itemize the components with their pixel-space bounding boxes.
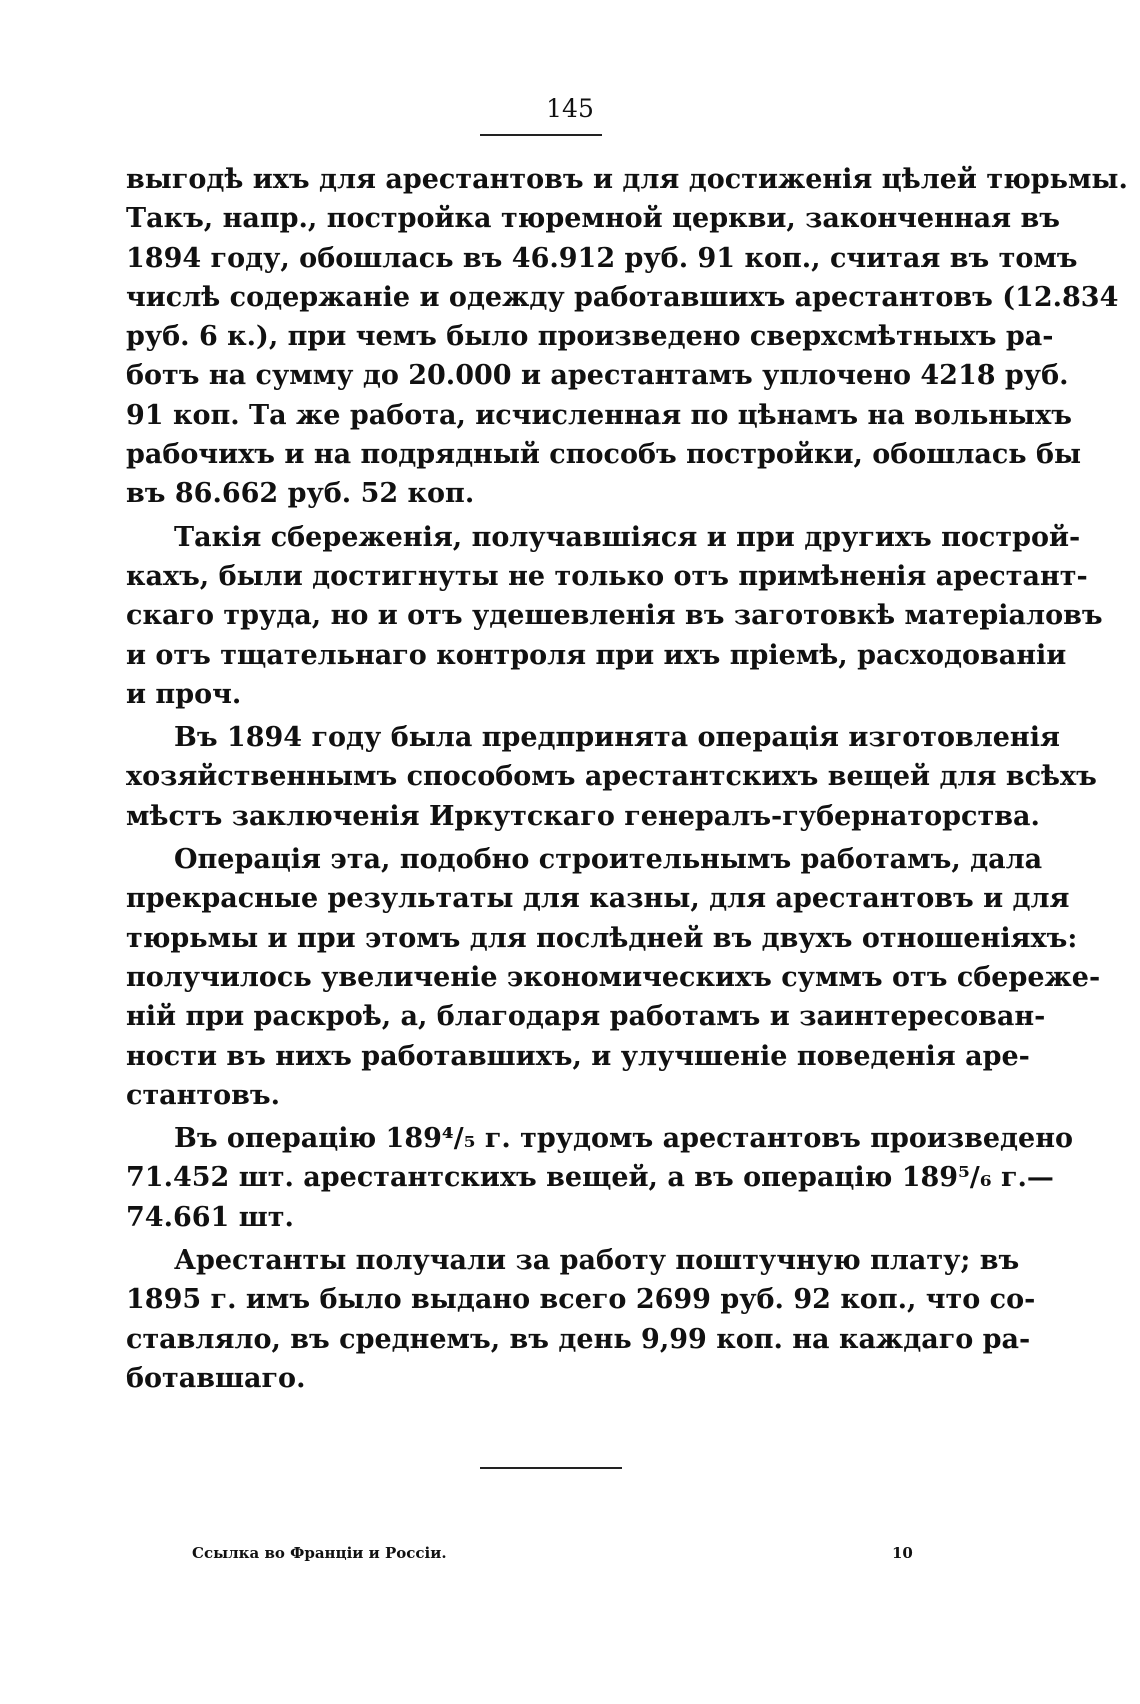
text-line: Такія сбереженія, получавшіяся и при другихъ построй- (174, 521, 1081, 553)
text-line: прекрасные результаты для казны, для арестантовъ и для (126, 883, 1070, 915)
bottom-rule (480, 1467, 622, 1469)
text-line: и отъ тщательнаго контроля при ихъ пріемѣ, расходованіи (126, 639, 1067, 671)
text-line: выгодѣ ихъ для арестантовъ и для достиженія цѣлей тюрьмы. (126, 164, 1128, 195)
text-line: мѣстъ заключенія Иркутскаго генералъ-губернаторства. (126, 800, 1040, 832)
text-line: руб. 6 к.), при чемъ было произведено сверхсмѣтныхъ ра- (126, 321, 1054, 353)
text-line: хозяйственнымъ способомъ арестантскихъ вещей для всѣхъ (126, 761, 1097, 793)
text-line: числѣ содержаніе и одежду работавшихъ арестантовъ (12.834 (126, 281, 1119, 313)
text-line: Такъ, напр., постройка тюремной церкви, законченная въ (126, 203, 1060, 235)
signature-mark: 10 (892, 1544, 913, 1562)
paragraph-1 (126, 160, 1128, 514)
text-line: ботавшаго. (126, 1362, 306, 1394)
text-line: ботъ на сумму до 20.000 и арестантамъ уплочено 4218 руб. (126, 360, 1069, 392)
text-line: 74.661 шт. (126, 1201, 294, 1233)
text-line: Въ операцію 189⁴/₅ г. трудомъ арестантовъ произведено (174, 1123, 1074, 1155)
text-line: Операція эта, подобно строительнымъ работамъ, дала (174, 844, 1043, 876)
text-line: 1895 г. имъ было выдано всего 2699 руб. 92 коп., что со- (126, 1284, 1036, 1316)
text-line: ставляло, въ среднемъ, въ день 9,99 коп. на каждаго ра- (126, 1323, 1031, 1355)
text-line: скаго труда, но и отъ удешевленія въ заготовкѣ матеріаловъ (126, 600, 1103, 632)
paragraph-2 (126, 518, 1103, 714)
text-line: въ 86.662 руб. 52 коп. (126, 478, 475, 510)
text-line: 91 коп. Та же работа, исчисленная по цѣнамъ на вольныхъ (126, 399, 1072, 431)
paragraph-5 (126, 1119, 1074, 1237)
text-line: 1894 году, обошлась въ 46.912 руб. 91 коп., считая въ томъ (126, 242, 1078, 274)
paragraph-6 (126, 1241, 1036, 1398)
text-line: Арестанты получали за работу поштучную плату; въ (174, 1245, 1020, 1277)
text-line: получилось увеличеніе экономическихъ суммъ отъ сбереже- (126, 961, 1101, 993)
text-line: Въ 1894 году была предпринята операція изготовленія (174, 722, 1060, 754)
paragraph-3 (126, 718, 1097, 836)
paragraph-4 (126, 840, 1101, 1115)
page-number: 145 (546, 94, 594, 123)
footer-title: Ссылка во Франціи и Россіи. (192, 1544, 447, 1562)
body-text (126, 160, 1128, 1402)
text-line: ній при раскроѣ, а, благодаря работамъ и заинтересован- (126, 1001, 1046, 1033)
text-line: кахъ, были достигнуты не только отъ примѣненія арестант- (126, 560, 1088, 592)
text-line: и проч. (126, 678, 242, 710)
top-rule (480, 134, 602, 136)
text-line: стантовъ. (126, 1079, 281, 1111)
text-line: 71.452 шт. арестантскихъ вещей, а въ операцію 189⁵/₆ г.— (126, 1162, 1054, 1194)
text-line: ности въ нихъ работавшихъ, и улучшеніе поведенія аре- (126, 1040, 1030, 1072)
text-line: рабочихъ и на подрядный способъ постройки, обошлась бы (126, 439, 1082, 471)
text-line: тюрьмы и при этомъ для послѣдней въ двухъ отношеніяхъ: (126, 922, 1078, 954)
